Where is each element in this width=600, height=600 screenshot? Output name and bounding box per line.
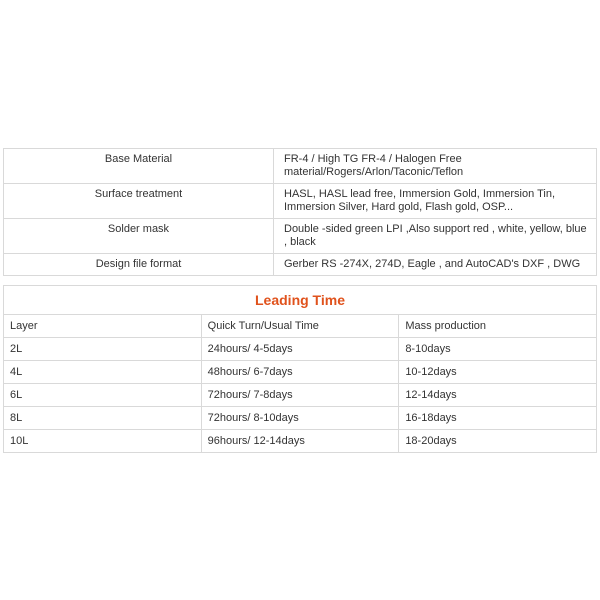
table-row [4, 430, 597, 453]
cell-quick-turn: 96hours/ 12-14days [201, 430, 399, 453]
table-row [4, 338, 597, 361]
cell-layer: 4L [4, 361, 202, 384]
spec-label: Base Material [4, 149, 274, 184]
cell-layer: 2L [4, 338, 202, 361]
lead-time-title: Leading Time [4, 286, 597, 315]
lead-time-title-row [4, 286, 597, 315]
cell-mass-production: 16-18days [399, 407, 597, 430]
table-row [4, 361, 597, 384]
lead-time-table [3, 285, 597, 453]
spec-value: FR-4 / High TG FR-4 / Halogen Free material/Rogers/Arlon/Taconic/Teflon [274, 149, 597, 184]
cell-mass-production: 8-10days [399, 338, 597, 361]
spec-table [3, 148, 597, 276]
spec-label: Design file format [4, 254, 274, 276]
lead-time-header-row [4, 315, 597, 338]
cell-mass-production: 12-14days [399, 384, 597, 407]
spec-value: Double -sided green LPI ,Also support red , white, yellow, blue , black [274, 219, 597, 254]
table-row [4, 407, 597, 430]
spec-value: HASL, HASL lead free, Immersion Gold, Immersion Tin, Immersion Silver, Hard gold, Flash gold, OSP... [274, 184, 597, 219]
cell-layer: 6L [4, 384, 202, 407]
header-mass-production: Mass production [399, 315, 597, 338]
cell-layer: 8L [4, 407, 202, 430]
cell-quick-turn: 72hours/ 8-10days [201, 407, 399, 430]
spec-label: Solder mask [4, 219, 274, 254]
spec-value: Gerber RS -274X, 274D, Eagle , and AutoCAD's DXF , DWG [274, 254, 597, 276]
cell-quick-turn: 72hours/ 7-8days [201, 384, 399, 407]
cell-mass-production: 18-20days [399, 430, 597, 453]
cell-quick-turn: 48hours/ 6-7days [201, 361, 399, 384]
table-row [4, 384, 597, 407]
cell-layer: 10L [4, 430, 202, 453]
spec-row-design-file-format [4, 254, 597, 276]
spec-row-base-material [4, 149, 597, 184]
cell-mass-production: 10-12days [399, 361, 597, 384]
spec-row-surface-treatment [4, 184, 597, 219]
header-layer: Layer [4, 315, 202, 338]
header-quick-turn: Quick Turn/Usual Time [201, 315, 399, 338]
spec-label: Surface treatment [4, 184, 274, 219]
spec-row-solder-mask [4, 219, 597, 254]
cell-quick-turn: 24hours/ 4-5days [201, 338, 399, 361]
